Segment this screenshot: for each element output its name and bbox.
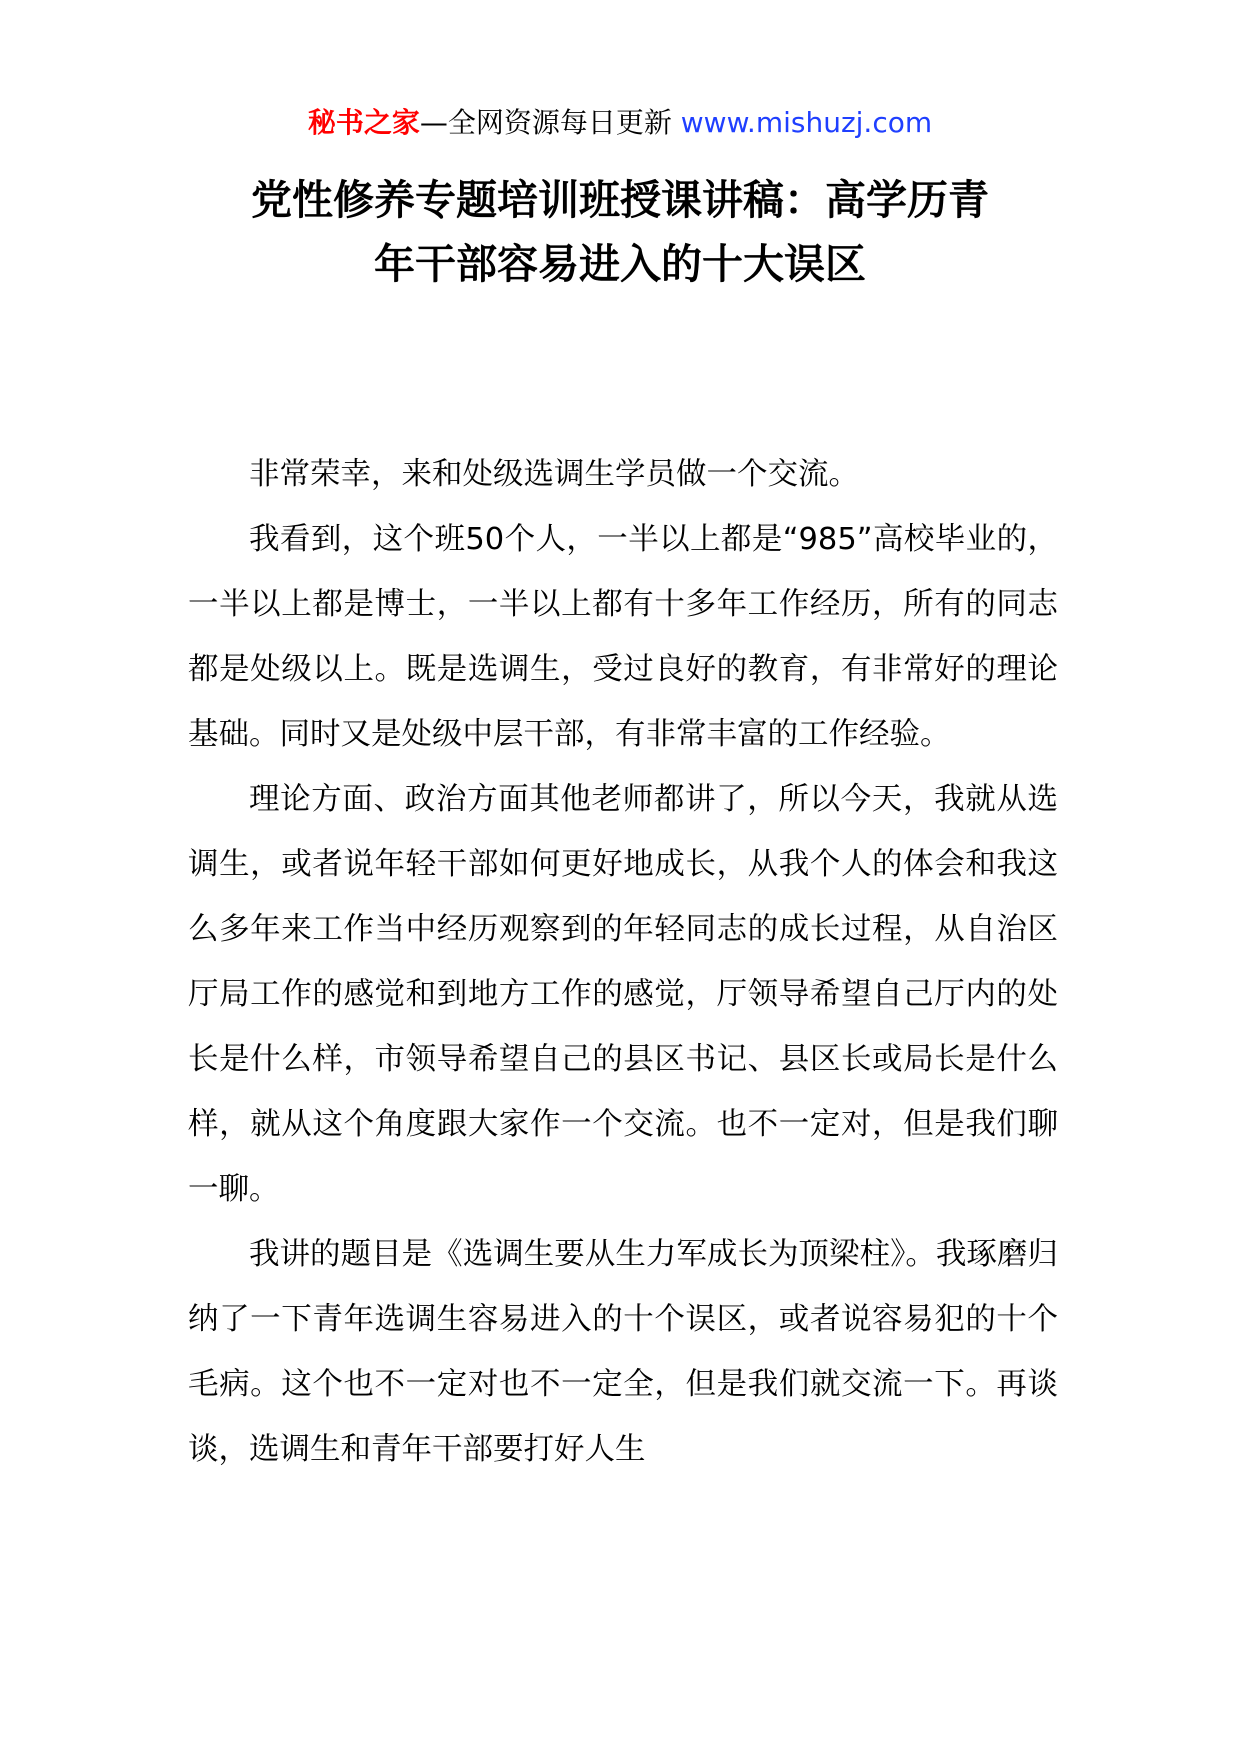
document-title-line-2: 年干部容易进入的十大误区 [374,240,866,288]
body-paragraph-3: 理论方面、政治方面其他老师都讲了，所以今天，我就从选调生，或者说年轻干部如何更好地成长，从我个人的体会和我这么多年来工作当中经历观察到的年轻同志的成长过程，从自治区厅局工作的感觉和到地方工作的感觉，厅领导希望自己厅内的处长是什么样，市领导希望自己的县区书记、县区长或局长是什么样，就从这个角度跟大家作一个交流。也不一定对，但是我们聊一聊。 [188,782,1058,1207]
body-paragraph-1: 非常荣幸，来和处级选调生学员做一个交流。 [249,457,859,492]
document-title [180,168,1060,296]
document-body [188,442,1058,1482]
body-paragraph-4: 我讲的题目是《选调生要从生力军成长为顶梁柱》。我琢磨归纳了一下青年选调生容易进入的十个误区，或者说容易犯的十个毛病。这个也不一定对也不一定全，但是我们就交流一下。再谈谈，选调生和青年干部要打好人生 [188,1237,1058,1467]
site-header [0,103,1240,143]
site-brand: 秘书之家 [307,106,420,139]
document-title-line-1: 党性修养专题培训班授课讲稿：高学历青 [251,176,989,224]
site-tagline: —全网资源每日更新 [419,106,681,139]
site-url-link[interactable]: www.mishuzj.com [680,106,933,139]
body-paragraph-2: 我看到，这个班50个人，一半以上都是“985”高校毕业的，一半以上都是博士，一半以上都有十多年工作经历，所有的同志都是处级以上。既是选调生，受过良好的教育，有非常好的理论基础。同时又是处级中层干部，有非常丰富的工作经验。 [188,522,1058,752]
